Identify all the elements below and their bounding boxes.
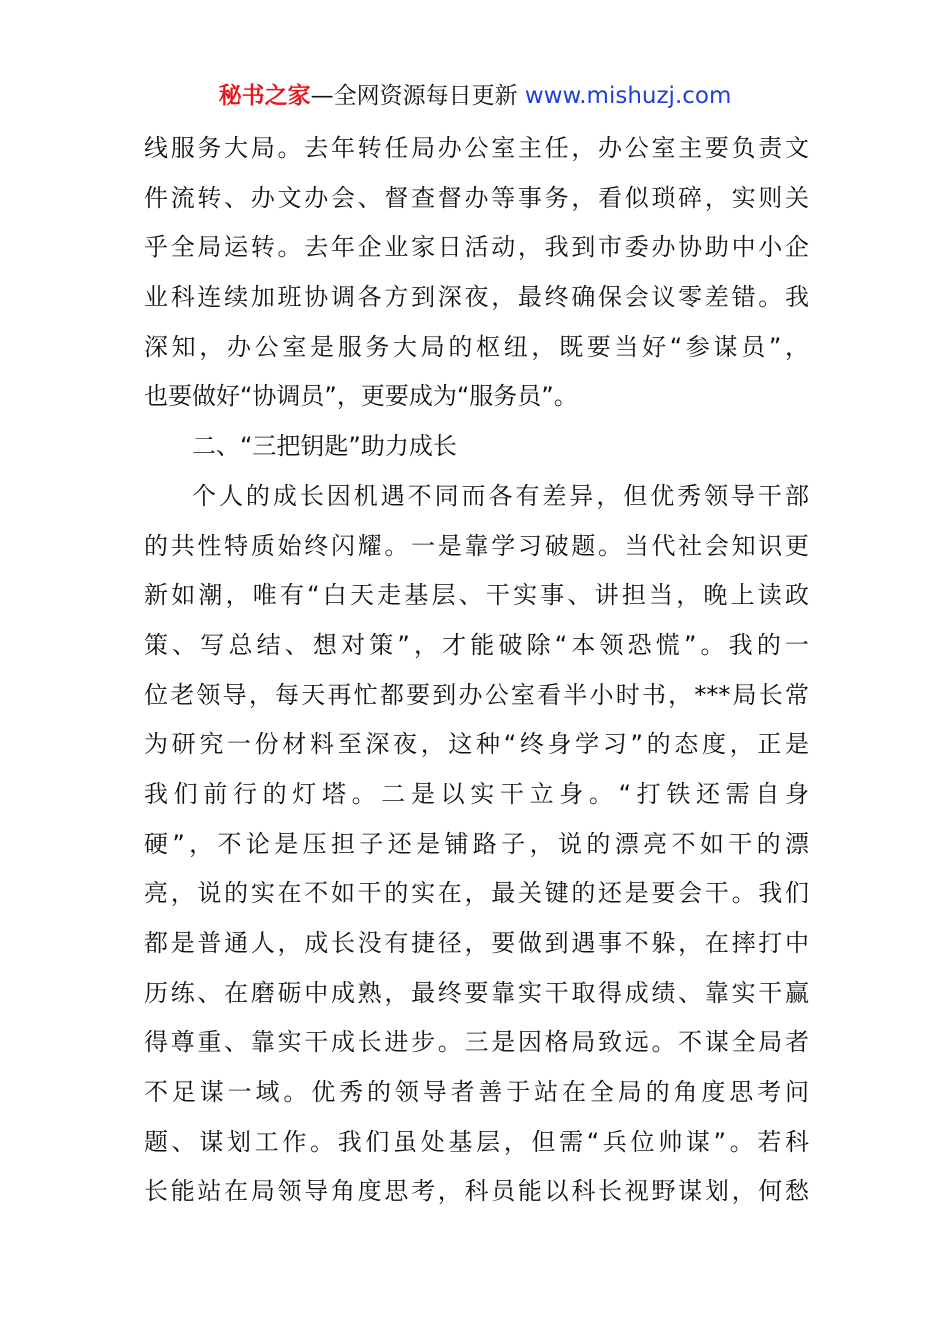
text-line: 亮，说的实在不如干的实在，最关键的还是要会干。我们 — [144, 879, 809, 908]
section-heading: 二、“三把钥匙”助力成长 — [192, 432, 457, 461]
text-line: 长能站在局领导角度思考，科员能以科长视野谋划，何愁 — [144, 1177, 809, 1206]
text-line: 我们前行的灯塔。二是以实干立身。“打铁还需自身 — [144, 779, 809, 808]
text-line: 位老领导，每天再忙都要到办公室看半小时书，***局长常 — [144, 680, 809, 709]
text-line: 线服务大局。去年转任局办公室主任，办公室主要负责文 — [144, 134, 809, 162]
text-line: 也要做好“协调员”，更要成为“服务员”。 — [144, 382, 578, 411]
text-line: 件流转、办文办会、督查督办等事务，看似琐碎，实则关 — [144, 183, 809, 212]
brand-name: 秘书之家 — [218, 83, 311, 109]
site-banner — [0, 80, 950, 112]
text-line: 不足谋一域。优秀的领导者善于站在全局的角度思考问 — [144, 1078, 809, 1107]
text-line: 策、写总结、想对策”，才能破除“本领恐慌”。我的一 — [144, 630, 809, 659]
text-line: 新如潮，唯有“白天走基层、干实事、讲担当，晚上读政 — [144, 581, 809, 610]
text-line: 历练、在磨砺中成熟，最终要靠实干取得成绩、靠实干赢 — [144, 978, 809, 1007]
text-line: 深知，办公室是服务大局的枢纽，既要当好“参谋员”， — [144, 332, 809, 361]
text-line: 个人的成长因机遇不同而各有差异，但优秀领导干部 — [192, 481, 809, 510]
text-line: 业科连续加班协调各方到深夜，最终确保会议零差错。我 — [144, 283, 809, 312]
text-line: 为研究一份材料至深夜，这种“终身学习”的态度，正是 — [144, 730, 809, 759]
document-body — [144, 124, 809, 1217]
text-line: 都是普通人，成长没有捷径，要做到遇事不躲，在摔打中 — [144, 929, 809, 957]
text-line: 的共性特质始终闪耀。一是靠学习破题。当代社会知识更 — [144, 531, 809, 560]
text-line: 乎全局运转。去年企业家日活动，我到市委办协助中小企 — [144, 233, 809, 262]
text-line: 得尊重、靠实干成长进步。三是因格局致远。不谋全局者 — [144, 1028, 809, 1057]
text-line: 题、谋划工作。我们虽处基层，但需“兵位帅谋”。若科 — [144, 1127, 809, 1156]
site-url[interactable]: www.mishuzj.com — [524, 83, 732, 109]
banner-tagline: —全网资源每日更新 — [310, 83, 525, 109]
text-line: 硬”，不论是压担子还是铺路子，说的漂亮不如干的漂 — [144, 829, 809, 858]
